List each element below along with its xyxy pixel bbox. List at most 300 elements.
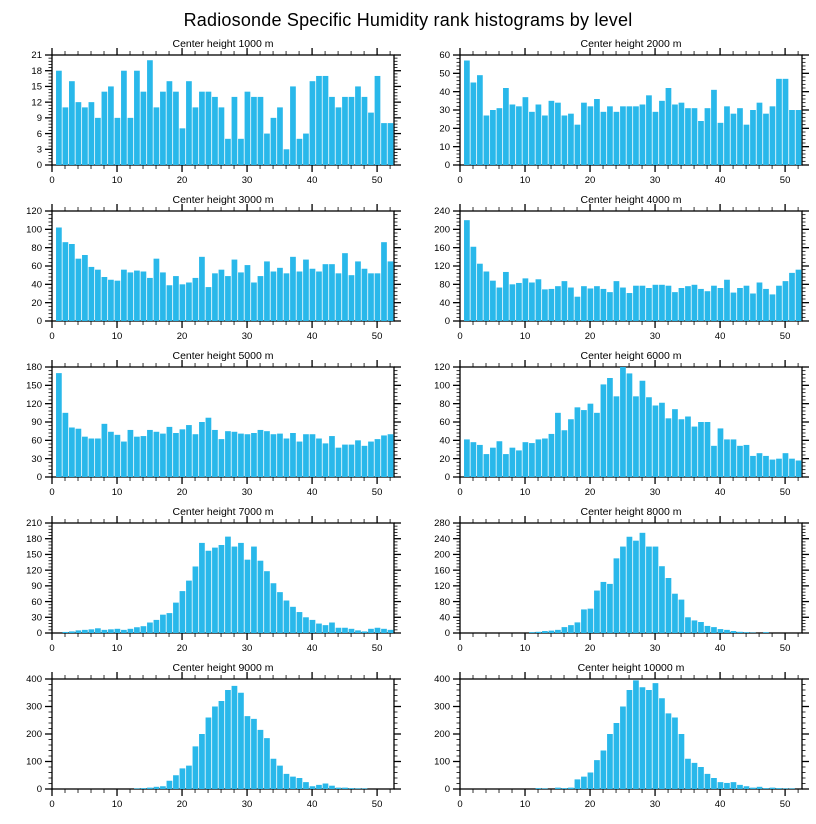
histogram-bar [284, 774, 290, 789]
histogram-bar [633, 286, 639, 321]
y-tick-label: 120 [26, 398, 42, 410]
y-tick-label: 20 [439, 453, 450, 465]
y-tick-label: 400 [26, 674, 42, 686]
histogram-bar [342, 97, 348, 165]
histogram-bar [666, 578, 672, 633]
histogram-bar [277, 268, 283, 321]
x-tick-label: 0 [49, 487, 55, 498]
histogram-bar [271, 434, 277, 477]
histogram-bar [316, 439, 322, 478]
histogram-bar [238, 434, 244, 477]
histogram-bar [264, 738, 270, 789]
y-tick-label: 150 [26, 549, 42, 561]
histogram-bar [388, 123, 394, 165]
histogram-bar [588, 288, 594, 321]
x-tick-label: 0 [457, 487, 463, 498]
histogram-bar [284, 439, 290, 478]
histogram-bar [297, 442, 303, 477]
histogram-bar [290, 257, 296, 321]
x-tick-label: 20 [176, 643, 188, 654]
histogram-bar [147, 60, 153, 165]
histogram-bar [271, 118, 277, 165]
histogram-bar [336, 788, 342, 789]
histogram-bar [108, 629, 114, 633]
histogram-bar [264, 261, 270, 321]
histogram-bar [588, 106, 594, 165]
histogram-bar [718, 782, 724, 789]
histogram-bar [290, 86, 296, 165]
histogram-bar [516, 106, 522, 165]
histogram-bar [653, 547, 659, 633]
panel-center-height-1000-m [0, 34, 408, 190]
histogram-bar [685, 759, 691, 789]
panel-center-height-6000-m [408, 346, 816, 502]
y-tick-label: 20 [439, 123, 450, 135]
histogram-bar [290, 777, 296, 789]
y-tick-label: 300 [434, 701, 450, 713]
x-tick-label: 0 [457, 175, 463, 186]
y-tick-label: 60 [439, 50, 450, 62]
histogram-bar [692, 108, 698, 165]
histogram-bar [581, 103, 587, 165]
histogram-bar [193, 566, 199, 633]
histogram-bar [141, 272, 147, 322]
histogram-bars [56, 228, 393, 322]
histogram-bar [323, 784, 329, 790]
histogram-bar [614, 281, 620, 321]
histogram-bar [355, 630, 361, 633]
histogram-bar [316, 272, 322, 322]
histogram-bar [640, 286, 646, 321]
histogram-bar [542, 439, 548, 478]
histogram-bar [141, 436, 147, 477]
histogram-bar [796, 110, 802, 165]
x-tick-label: 0 [457, 331, 463, 342]
histogram-bar [718, 629, 724, 633]
histogram-bar [562, 430, 568, 477]
histogram-bar [588, 404, 594, 477]
histogram-bar [659, 698, 665, 789]
histogram-bar [134, 627, 140, 633]
chart-svg-center-height-4000-m [408, 190, 816, 346]
histogram-bar [731, 114, 737, 165]
histogram-bar [692, 285, 698, 321]
histogram-bar [141, 92, 147, 165]
histogram-bars [529, 533, 769, 633]
histogram-bar [186, 766, 192, 789]
histogram-bar [154, 432, 160, 477]
histogram-bar [529, 112, 535, 165]
histogram-bar [770, 294, 776, 321]
histogram-bar [763, 788, 769, 789]
y-tick-label: 18 [31, 65, 42, 77]
histogram-bar [692, 620, 698, 633]
histogram-bar [731, 631, 737, 633]
x-tick-label: 10 [111, 175, 123, 186]
y-tick-label: 80 [439, 279, 450, 291]
histogram-bar [303, 434, 309, 477]
histogram-bar [666, 713, 672, 789]
x-tick-label: 0 [457, 799, 463, 810]
histogram-bar [627, 537, 633, 633]
chart-svg-center-height-6000-m [408, 346, 816, 502]
histogram-bar [685, 417, 691, 478]
histogram-bar [388, 261, 394, 321]
y-tick-label: 200 [434, 224, 450, 236]
histogram-bar [477, 264, 483, 321]
histogram-bar [212, 707, 218, 790]
histogram-bar [529, 283, 535, 322]
histogram-bar [310, 269, 316, 321]
histogram-bar [757, 787, 763, 789]
histogram-bar [607, 378, 613, 477]
histogram-bar [245, 716, 251, 789]
histogram-bar [627, 373, 633, 477]
histogram-bar [258, 97, 264, 165]
x-tick-label: 50 [371, 331, 383, 342]
histogram-bar [757, 283, 763, 322]
histogram-bar [653, 406, 659, 478]
histogram-bar [219, 701, 225, 789]
histogram-bar [95, 628, 101, 633]
histogram-bar [349, 97, 355, 165]
histogram-bar [536, 105, 542, 166]
histogram-bar [193, 278, 199, 321]
histogram-bar [659, 285, 665, 321]
histogram-bar [653, 112, 659, 165]
histogram-bar [180, 128, 186, 165]
histogram-bars [63, 537, 394, 633]
x-tick-label: 50 [779, 331, 791, 342]
histogram-bar [232, 97, 238, 165]
histogram-bar [620, 547, 626, 633]
histogram-bar [128, 430, 134, 477]
histogram-bar [134, 437, 140, 477]
histogram-bar [705, 422, 711, 477]
histogram-bar [329, 623, 335, 633]
histogram-bar [698, 121, 704, 165]
histogram-bar [147, 788, 153, 789]
histogram-bar [141, 788, 147, 789]
histogram-bar [232, 547, 238, 633]
histogram-bar [497, 288, 503, 321]
histogram-bar [245, 265, 251, 321]
y-tick-label: 200 [434, 549, 450, 561]
histogram-bar [744, 286, 750, 321]
histogram-bar [76, 429, 82, 477]
x-tick-label: 10 [519, 799, 531, 810]
histogram-bar [536, 788, 542, 789]
histogram-bar [199, 543, 205, 633]
histogram-bar [180, 284, 186, 321]
histogram-bar [503, 88, 509, 165]
histogram-bar [750, 456, 756, 477]
histogram-bar [154, 107, 160, 165]
y-tick-label: 240 [434, 533, 450, 545]
x-tick-label: 20 [176, 487, 188, 498]
histogram-bar [581, 777, 587, 789]
histogram-bar [737, 446, 743, 477]
histogram-bar [705, 108, 711, 165]
histogram-bar [698, 422, 704, 477]
histogram-bar [783, 453, 789, 477]
histogram-bar [323, 264, 329, 321]
histogram-bar [672, 718, 678, 790]
histogram-bar [711, 446, 717, 477]
histogram-bar [724, 783, 730, 789]
histogram-bar [523, 97, 529, 165]
histogram-bar [212, 430, 218, 477]
histogram-bar [128, 118, 134, 165]
chart-svg-center-height-10000-m [408, 658, 816, 814]
panel-center-height-10000-m [408, 658, 816, 814]
histogram-bar [160, 92, 166, 165]
x-tick-label: 30 [241, 331, 253, 342]
y-tick-label: 40 [31, 279, 42, 291]
histogram-bar [776, 459, 782, 477]
histogram-bar [323, 76, 329, 165]
histogram-bar [750, 788, 756, 789]
y-tick-label: 100 [26, 756, 42, 768]
histogram-bar [225, 431, 231, 477]
histogram-bar [679, 288, 685, 321]
histogram-bar [355, 788, 361, 789]
histogram-bar [523, 442, 529, 477]
x-tick-label: 50 [371, 799, 383, 810]
histogram-bar [724, 280, 730, 321]
histogram-bar [225, 139, 231, 165]
histogram-bar [510, 284, 516, 321]
histogram-bar [698, 289, 704, 321]
x-tick-label: 30 [649, 487, 661, 498]
x-tick-label: 40 [306, 799, 318, 810]
panel-title: Center height 10000 m [577, 662, 685, 674]
histogram-bar [362, 269, 368, 321]
histogram-bar [336, 273, 342, 321]
y-tick-label: 300 [26, 701, 42, 713]
histogram-bar [672, 594, 678, 633]
histogram-bar [627, 106, 633, 165]
x-tick-label: 10 [111, 799, 123, 810]
histogram-bar [510, 448, 516, 477]
histogram-bar [173, 603, 179, 633]
y-tick-label: 0 [444, 472, 450, 484]
histogram-bar [167, 81, 173, 165]
histogram-bar [750, 294, 756, 322]
histogram-bar [464, 439, 470, 477]
histogram-bar [464, 220, 470, 321]
histogram-bar [180, 429, 186, 477]
histogram-bars [464, 220, 801, 321]
histogram-bar [542, 116, 548, 166]
histogram-bar [245, 434, 251, 477]
histogram-bar [134, 271, 140, 321]
y-tick-label: 160 [434, 565, 450, 577]
y-tick-label: 50 [439, 68, 450, 80]
histogram-bar [277, 592, 283, 633]
histogram-bar [316, 624, 322, 633]
histogram-bar [581, 609, 587, 633]
histogram-bar [477, 75, 483, 165]
histogram-bar [303, 260, 309, 321]
histogram-bar [679, 419, 685, 477]
histogram-bar [627, 690, 633, 789]
histogram-bar [251, 719, 257, 789]
histogram-bar [284, 149, 290, 165]
histogram-bar [646, 397, 652, 477]
x-tick-label: 30 [241, 799, 253, 810]
x-tick-label: 30 [649, 175, 661, 186]
histogram-bar [594, 286, 600, 321]
histogram-bar [63, 632, 69, 633]
histogram-bar [329, 264, 335, 321]
panel-title: Center height 7000 m [172, 506, 274, 518]
histogram-bar [575, 125, 581, 165]
y-tick-label: 40 [439, 612, 450, 624]
histogram-bar [225, 276, 231, 321]
histogram-bar [251, 547, 257, 633]
histogram-bar [581, 286, 587, 321]
histogram-bar [516, 283, 522, 321]
histogram-bar [646, 690, 652, 789]
histogram-bar [497, 441, 503, 477]
histogram-bar [763, 289, 769, 321]
histogram-bar [381, 242, 387, 321]
histogram-bar [659, 403, 665, 477]
histogram-bar [750, 110, 756, 165]
histogram-bar [102, 277, 108, 321]
histogram-bar [789, 110, 795, 165]
x-tick-label: 30 [241, 643, 253, 654]
y-tick-label: 120 [434, 261, 450, 273]
histogram-bar [63, 242, 69, 321]
histogram-bar [607, 584, 613, 633]
histogram-bar [471, 83, 477, 166]
histogram-bar [614, 396, 620, 477]
x-tick-label: 0 [49, 331, 55, 342]
histogram-bar [212, 97, 218, 165]
histogram-bar [575, 297, 581, 321]
histogram-bar [640, 533, 646, 633]
x-tick-label: 40 [714, 643, 726, 654]
y-tick-label: 80 [439, 596, 450, 608]
y-tick-label: 0 [444, 160, 450, 172]
histogram-bar [173, 775, 179, 789]
y-tick-label: 240 [434, 206, 450, 218]
x-tick-label: 30 [241, 175, 253, 186]
histogram-bar [329, 97, 335, 165]
histogram-bar [362, 788, 368, 789]
x-tick-label: 50 [779, 799, 791, 810]
x-tick-label: 50 [779, 175, 791, 186]
histogram-bar [134, 71, 140, 165]
histogram-bar [620, 288, 626, 321]
histogram-bar [789, 788, 795, 789]
histogram-bars [56, 60, 393, 165]
histogram-bar [796, 461, 802, 478]
histogram-bar [147, 623, 153, 633]
histogram-bar [633, 541, 639, 633]
histogram-bar [471, 442, 477, 477]
y-tick-label: 120 [26, 565, 42, 577]
histogram-bar [102, 630, 108, 633]
histogram-bar [601, 582, 607, 633]
histogram-bar [672, 292, 678, 321]
histogram-bar [251, 97, 257, 165]
histogram-bar [633, 680, 639, 789]
x-tick-label: 10 [111, 643, 123, 654]
histogram-bar [679, 734, 685, 789]
histogram-bar [692, 763, 698, 789]
histogram-bars [536, 680, 795, 789]
histogram-bar [121, 270, 127, 321]
histogram-bar [685, 286, 691, 321]
histogram-bar [698, 767, 704, 789]
histogram-bar [737, 785, 743, 789]
histogram-bar [154, 259, 160, 321]
histogram-bar [56, 71, 62, 165]
histogram-bar [783, 788, 789, 789]
panel-center-height-4000-m [408, 190, 816, 346]
histogram-bar [297, 612, 303, 633]
x-tick-label: 30 [649, 799, 661, 810]
histogram-bar [601, 384, 607, 477]
histogram-bar [737, 288, 743, 321]
x-tick-label: 50 [371, 643, 383, 654]
histogram-bar [160, 272, 166, 321]
histogram-bar [76, 630, 82, 633]
y-tick-label: 20 [31, 297, 42, 309]
histogram-bar [763, 114, 769, 165]
histogram-bar [225, 537, 231, 633]
y-tick-label: 120 [434, 581, 450, 593]
y-tick-label: 90 [31, 417, 42, 429]
histogram-bar [173, 433, 179, 477]
histogram-bar [375, 273, 381, 321]
y-tick-label: 0 [36, 316, 42, 328]
histogram-bar [659, 101, 665, 165]
histogram-bar [89, 267, 95, 321]
histogram-bar [620, 106, 626, 165]
histogram-bar [160, 434, 166, 477]
histogram-bar [568, 788, 574, 789]
histogram-bar [336, 628, 342, 633]
panel-title: Center height 6000 m [580, 350, 682, 362]
histogram-bar [705, 291, 711, 321]
histogram-bar [232, 432, 238, 477]
histogram-bar [134, 788, 140, 789]
y-tick-label: 280 [434, 518, 450, 530]
histogram-bars [134, 686, 367, 789]
histogram-bar [484, 116, 490, 166]
histogram-bar [258, 561, 264, 633]
histogram-bars [464, 61, 801, 166]
histogram-bar [568, 288, 574, 321]
histogram-bar [251, 283, 257, 322]
histogram-bar [349, 788, 355, 789]
histogram-bar [692, 427, 698, 477]
panel-title: Center height 2000 m [580, 38, 682, 50]
y-tick-label: 150 [26, 380, 42, 392]
x-tick-label: 10 [519, 643, 531, 654]
histogram-bar [375, 628, 381, 633]
x-tick-label: 50 [779, 487, 791, 498]
histogram-bar [796, 270, 802, 321]
histogram-bar [316, 76, 322, 165]
histogram-bar [381, 435, 387, 477]
histogram-bar [258, 730, 264, 789]
x-tick-label: 10 [519, 487, 531, 498]
